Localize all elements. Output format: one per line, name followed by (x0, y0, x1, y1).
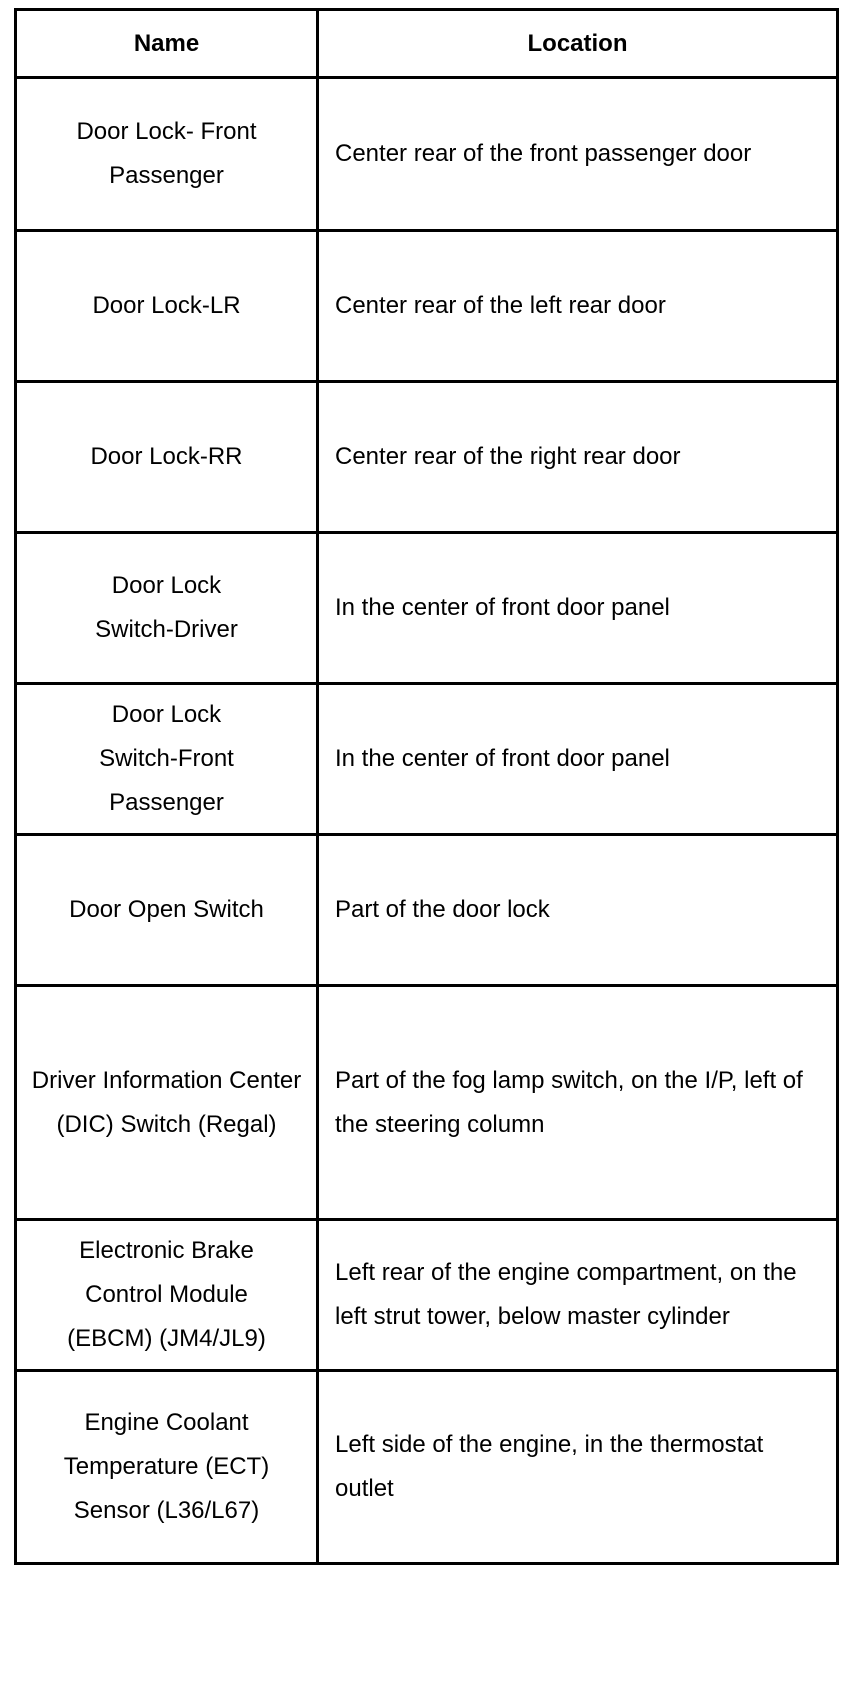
component-name: Door Lock-LR (16, 231, 318, 382)
component-name: Door Lock Switch-Front Passenger (16, 684, 318, 835)
component-name: Electronic Brake Control Module (EBCM) (JM4/JL9) (16, 1220, 318, 1371)
component-location: Center rear of the right rear door (318, 382, 838, 533)
component-location: Left side of the engine, in the thermostat outlet (318, 1371, 838, 1564)
component-name: Door Lock Switch-Driver (16, 533, 318, 684)
component-location: Center rear of the left rear door (318, 231, 838, 382)
component-location: In the center of front door panel (318, 533, 838, 684)
table-row (16, 986, 838, 1220)
component-name: Door Lock-RR (16, 382, 318, 533)
table-row (16, 684, 838, 835)
table-row (16, 1220, 838, 1371)
header-row (16, 10, 838, 78)
table-row (16, 533, 838, 684)
component-name: Door Lock- Front Passenger (16, 78, 318, 231)
component-name: Door Open Switch (16, 835, 318, 986)
component-location: In the center of front door panel (318, 684, 838, 835)
name-column-header: Name (16, 10, 318, 78)
table-row (16, 78, 838, 231)
table-row (16, 835, 838, 986)
component-name: Driver Information Center (DIC) Switch (Regal) (16, 986, 318, 1220)
location-column-header: Location (318, 10, 838, 78)
component-location: Part of the fog lamp switch, on the I/P, left of the steering column (318, 986, 838, 1220)
table-row (16, 382, 838, 533)
component-location: Left rear of the engine compartment, on the left strut tower, below master cylinder (318, 1220, 838, 1371)
component-location: Center rear of the front passenger door (318, 78, 838, 231)
table-row (16, 231, 838, 382)
component-name: Engine Coolant Temperature (ECT) Sensor (L36/L67) (16, 1371, 318, 1564)
component-location-table (14, 8, 839, 1565)
component-location: Part of the door lock (318, 835, 838, 986)
table-row (16, 1371, 838, 1564)
